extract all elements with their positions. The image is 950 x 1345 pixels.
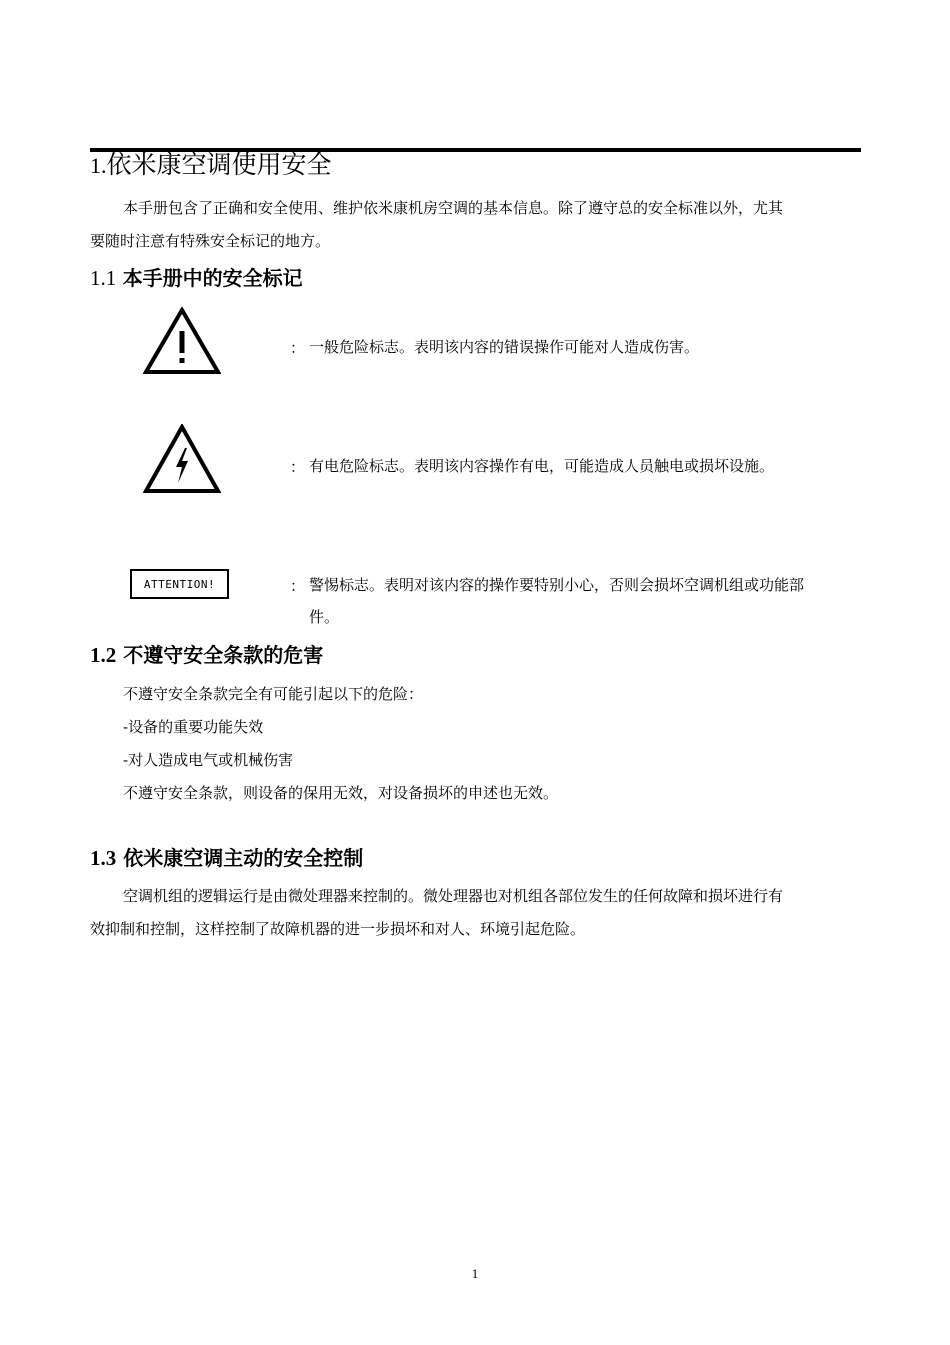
section-heading-1-2 [90, 640, 323, 670]
section-number: 1.1 [90, 266, 117, 290]
mark-general-danger-text: 一般危险标志。表明该内容的错误操作可能对人造成伤害。 [309, 338, 700, 356]
section-title: 不遵守安全条款的危害 [123, 643, 324, 667]
mark-electric-danger-text: 有电危险标志。表明该内容操作有电，可能造成人员触电或损坏设施。 [309, 457, 775, 475]
section-title: 依米康空调主动的安全控制 [123, 846, 364, 870]
mark-colon: ： [290, 577, 306, 595]
intro-line-1: 本手册包含了正确和安全使用、维护依米康机房空调的基本信息。除了遵守总的安全标准以外，尤其 [123, 199, 784, 217]
section-heading-1-1 [90, 263, 303, 293]
section-number: 1.3 [90, 846, 117, 870]
chapter-title: 依米康空调使用安全 [106, 150, 332, 179]
intro-line-2: 要随时注意有特殊安全标记的地方。 [90, 232, 331, 250]
electric-danger-triangle-icon [143, 424, 221, 494]
hazard-item: -对人造成电气或机械伤害 [123, 751, 294, 769]
section-title: 本手册中的安全标记 [122, 266, 303, 290]
mark-colon: ： [290, 458, 306, 476]
chapter-number: 1. [90, 153, 107, 178]
attention-label-box: ATTENTION! [130, 569, 229, 599]
hazard-item: -设备的重要功能失效 [123, 718, 264, 736]
page-number: 1 [471, 1266, 479, 1281]
control-line-1: 空调机组的逻辑运行是由微处理器来控制的。微处理器也对机组各部位发生的任何故障和损坏进行有 [123, 887, 784, 905]
mark-attention-text-line-1: 警惕标志。表明对该内容的操作要特别小心，否则会损坏空调机组或功能部 [309, 576, 805, 594]
chapter-heading [90, 150, 332, 181]
general-danger-triangle-icon [143, 307, 221, 375]
hazard-intro-line: 不遵守安全条款完全有可能引起以下的危险： [123, 685, 424, 703]
mark-colon: ： [290, 339, 306, 357]
mark-attention-text-line-2: 件。 [309, 608, 340, 626]
section-number: 1.2 [90, 643, 117, 667]
control-line-2: 效抑制和控制，这样控制了故障机器的进一步损坏和对人、环境引起危险。 [90, 920, 586, 938]
section-heading-1-3 [90, 843, 363, 873]
warranty-note: 不遵守安全条款，则设备的保用无效，对设备损坏的申述也无效。 [123, 784, 559, 802]
